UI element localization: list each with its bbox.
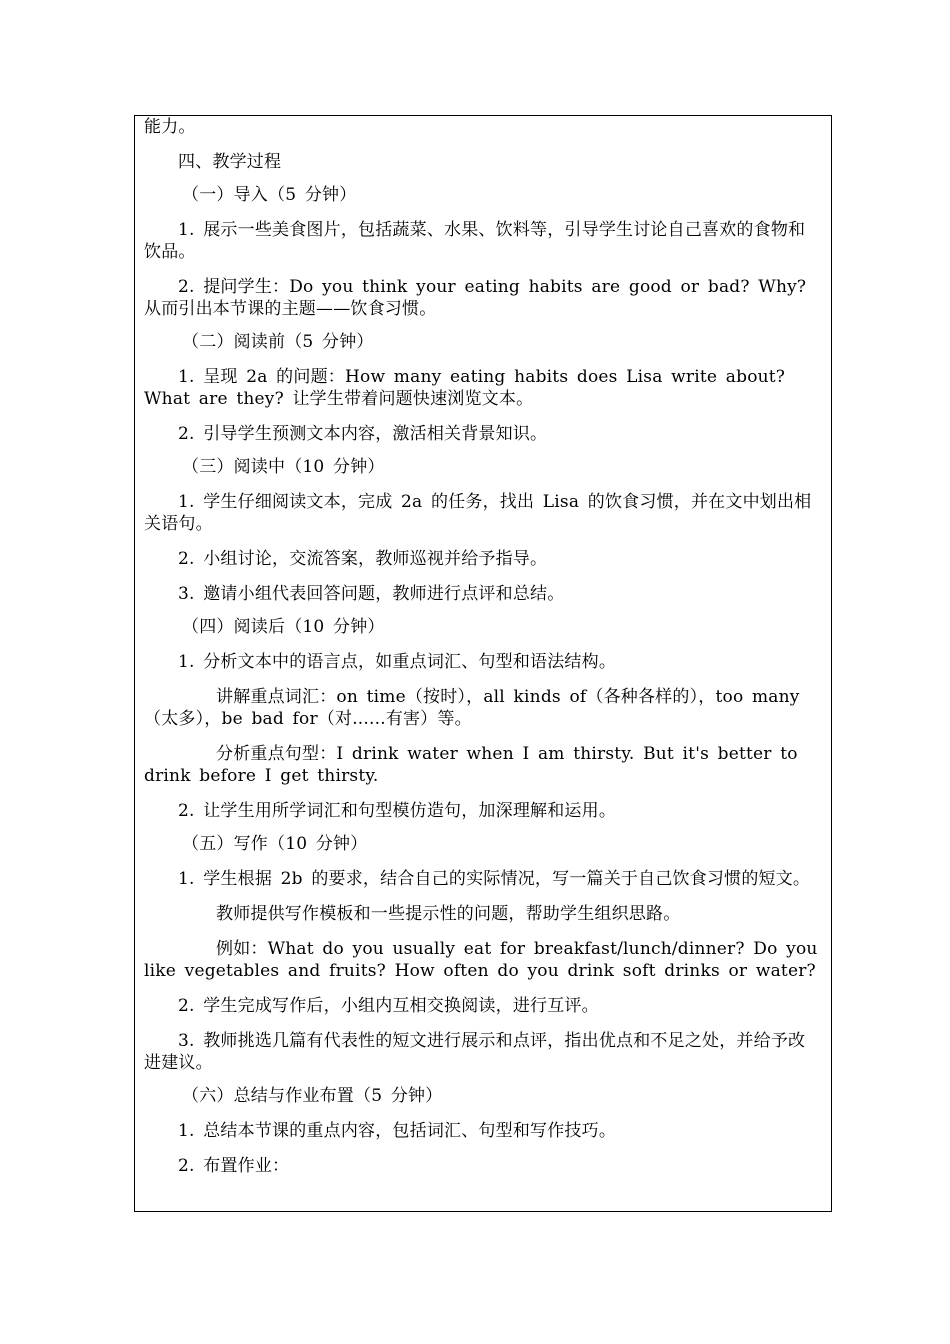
paragraph: 1. 呈现 2a 的问题：How many eating habits does Lisa write about? What are they? 让学生带着问题快速浏览文本。 [144,367,786,409]
lesson-plan-content [144,116,820,1177]
paragraph: 1. 总结本节课的重点内容，包括词汇、句型和写作技巧。 [178,1121,617,1141]
paragraph: 能力。 [144,117,196,137]
paragraph: 2. 学生完成写作后，小组内互相交换阅读，进行互评。 [178,996,599,1016]
section-heading: 四、教学过程 [178,152,282,172]
subsection-heading: （五）写作（10 分钟） [182,834,368,854]
subsection-heading: （二）阅读前（5 分钟） [182,332,374,352]
paragraph: 3. 教师挑选几篇有代表性的短文进行展示和点评，指出优点和不足之处，并给予改进建议。 [144,1031,806,1073]
paragraph: 2. 布置作业： [178,1156,290,1176]
paragraph: 1. 分析文本中的语言点，如重点词汇、句型和语法结构。 [178,652,617,672]
paragraph: 2. 提问学生：Do you think your eating habits are good or bad? Why? 从而引出本节课的主题——饮食习惯。 [144,277,807,319]
paragraph: 2. 让学生用所学词汇和句型模仿造句，加深理解和运用。 [178,801,617,821]
paragraph: 例如：What do you usually eat for breakfast/lunch/dinner? Do you like vegetables and fruits? How often do you drink soft drinks or water? [144,939,818,981]
paragraph: 3. 邀请小组代表回答问题，教师进行点评和总结。 [178,584,565,604]
paragraph: 分析重点句型：I drink water when I am thirsty. But it's better to drink before I get thirsty. [144,744,798,786]
paragraph: 2. 小组讨论，交流答案，教师巡视并给予指导。 [178,549,548,569]
paragraph: 讲解重点词汇：on time（按时），all kinds of（各种各样的），too many（太多），be bad for（对......有害）等。 [144,687,800,729]
paragraph: 1. 学生仔细阅读文本，完成 2a 的任务，找出 Lisa 的饮食习惯，并在文中划出相关语句。 [144,492,812,534]
subsection-heading: （一）导入（5 分钟） [182,185,357,205]
subsection-heading: （四）阅读后（10 分钟） [182,617,385,637]
paragraph: 1. 学生根据 2b 的要求，结合自己的实际情况，写一篇关于自己饮食习惯的短文。 [178,869,811,889]
paragraph: 1. 展示一些美食图片，包括蔬菜、水果、饮料等，引导学生讨论自己喜欢的食物和饮品。 [144,220,806,262]
subsection-heading: （三）阅读中（10 分钟） [182,457,385,477]
paragraph: 2. 引导学生预测文本内容，激活相关背景知识。 [178,424,548,444]
subsection-heading: （六）总结与作业布置（5 分钟） [182,1086,443,1106]
paragraph: 教师提供写作模板和一些提示性的问题，帮助学生组织思路。 [216,904,681,924]
